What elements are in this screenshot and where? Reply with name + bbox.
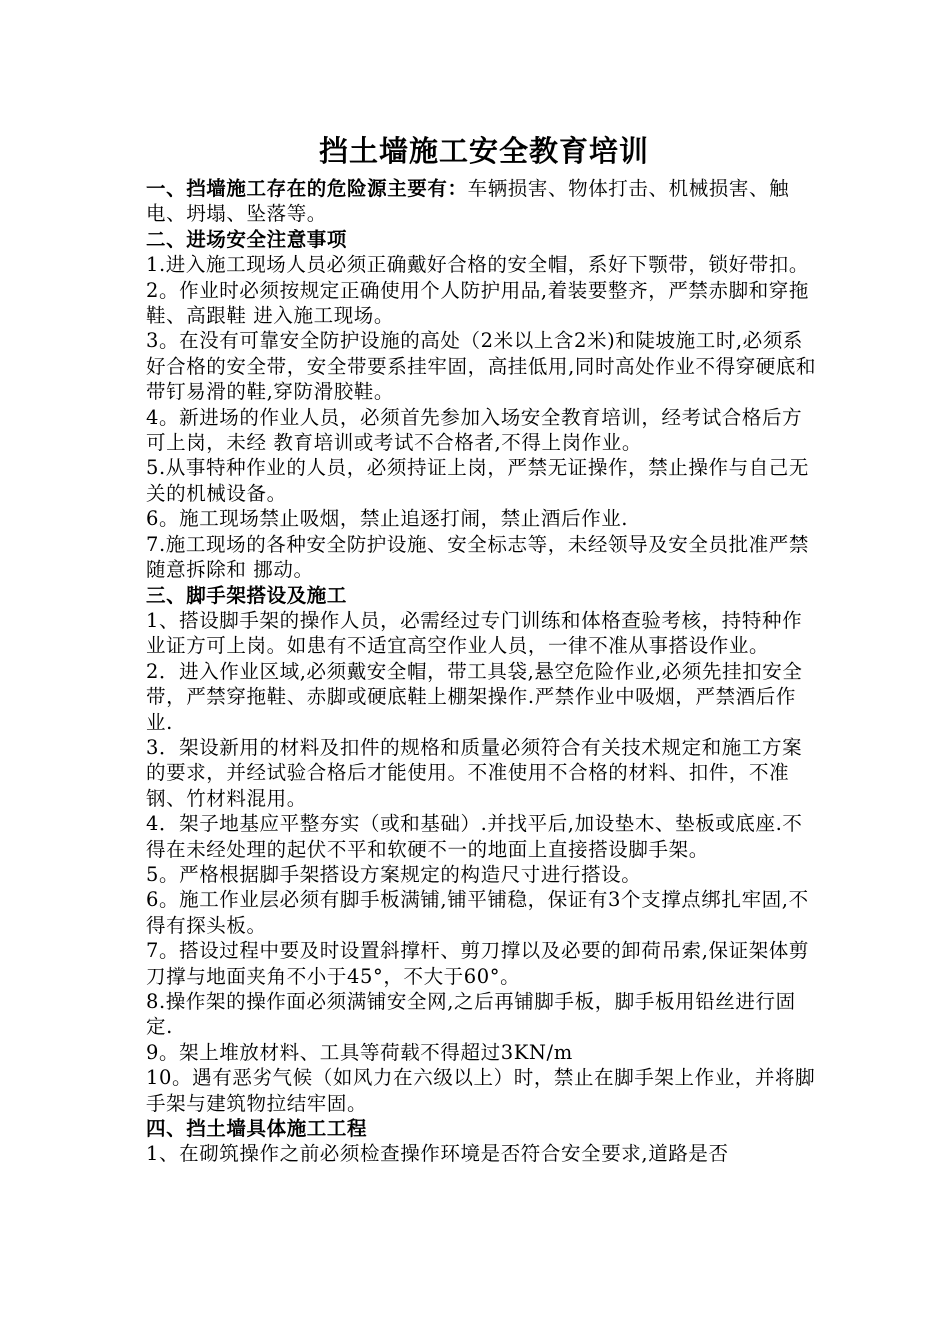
section2-item: 3。在没有可靠安全防护设施的高处（2米以上含2米)和陡坡施工时,必须系好合格的安全带，安全带要系挂牢固，高挂低用,同时高处作业不得穿硬底和带钉易滑的鞋,穿防滑胶鞋。 bbox=[146, 329, 817, 404]
intro-lead: 一、挡墙施工存在的危险源主要有： bbox=[146, 177, 468, 200]
section3-item: 9。架上堆放材料、工具等荷载不得超过3KN/m bbox=[146, 1040, 573, 1064]
section2-item: 6。施工现场禁止吸烟，禁止追逐打闹，禁止酒后作业. bbox=[146, 507, 629, 531]
section3-item: 5。严格根据脚手架搭设方案规定的构造尺寸进行搭设。 bbox=[146, 862, 642, 886]
section2-item: 7.施工现场的各种安全防护设施、安全标志等，未经领导及安全员批准严禁随意拆除和 挪动。 bbox=[146, 532, 810, 582]
section2-item: 1.进入施工现场人员必须正确戴好合格的安全帽，系好下颚带，锁好带扣。 bbox=[146, 253, 810, 277]
section2-item: 2。作业时必须按规定正确使用个人防护用品,着装要整齐，严禁赤脚和穿拖鞋、高跟鞋 进入施工现场。 bbox=[146, 278, 810, 328]
section3-item: 3．架设新用的材料及扣件的规格和质量必须符合有关技术规定和施工方案的要求，并经试验合格后才能使用。不准使用不合格的材料、扣件，不准钢、竹材料混用。 bbox=[146, 735, 803, 810]
section2-item: 5.从事特种作业的人员，必须持证上岗，严禁无证操作，禁止操作与自己无关的机械设备。 bbox=[146, 456, 810, 505]
section3-item: 1、搭设脚手架的操作人员，必需经过专门训练和体格查验考核，持特种作业证方可上岗。如患有不适宜高空作业人员，一律不准从事搭设作业。 bbox=[146, 608, 803, 658]
section3-item: 4．架子地基应平整夯实（或和基础）.并找平后,加设垫木、垫板或底座.不得在未经处理的起伏不平和软硬不一的地面上直接搭设脚手架。 bbox=[146, 812, 803, 861]
intro-paragraph bbox=[146, 176, 822, 227]
section3-item: 8.操作架的操作面必须满铺安全网,之后再铺脚手板，脚手板用铅丝进行固定. bbox=[146, 990, 796, 1039]
intro-text: 车辆损害、物体打击、机械损害、触电、坍塌、坠落等。 bbox=[146, 177, 790, 226]
section3-item: 7。搭设过程中要及时设置斜撑杆、剪刀撑以及必要的卸荷吊索,保证架体剪刀撑与地面夹角不小于45°，不大于60°。 bbox=[146, 939, 810, 988]
document-page bbox=[146, 128, 822, 1167]
section3-item: 10。遇有恶劣气候（如风力在六级以上）时，禁止在脚手架上作业，并将脚手架与建筑物拉结牢固。 bbox=[146, 1066, 816, 1115]
section-heading-entry-safety: 二、进场安全注意事项 bbox=[146, 227, 348, 251]
section3-item: 6。施工作业层必须有脚手板满铺,铺平铺稳，保证有3个支撑点绑扎牢固,不得有探头板。 bbox=[146, 888, 809, 937]
section-heading-retaining-wall: 四、挡土墙具体施工工程 bbox=[146, 1117, 368, 1141]
section-heading-scaffolding: 三、脚手架搭设及施工 bbox=[146, 583, 348, 607]
section4-item: 1、在砌筑操作之前必须检查操作环境是否符合安全要求,道路是否 bbox=[146, 1142, 729, 1166]
section3-item: 2．进入作业区域,必须戴安全帽，带工具袋,悬空危险作业,必须先挂扣安全带，严禁穿拖鞋、赤脚或硬底鞋上棚架操作.严禁作业中吸烟，严禁酒后作业. bbox=[146, 659, 803, 734]
page-title: 挡土墙施工安全教育培训 bbox=[318, 134, 649, 168]
section2-item: 4。新进场的作业人员，必须首先参加入场安全教育培训，经考试合格后方可上岗，未经 教育培训或考试不合格者,不得上岗作业。 bbox=[146, 405, 803, 455]
